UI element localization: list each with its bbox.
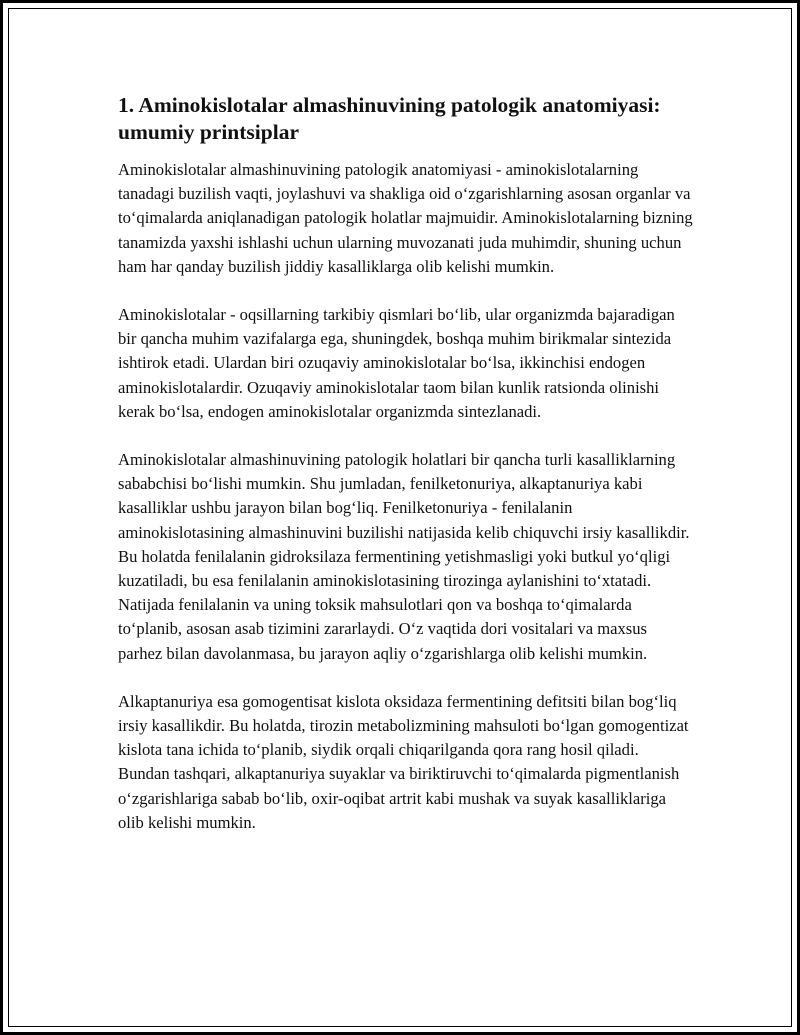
paragraph-2: Aminokislotalar - oqsillarning tarkibiy qismlari bo‘lib, ular organizmda bajaradigan bir qancha muhim vazifalarga ega, shuningdek, boshqa muhim birikmalar sintezida ishtirok etadi. Ulardan biri ozuqaviy aminokislotalar bo‘lsa, ikkinchisi endogen aminokislotalardir. Ozuqaviy aminokislotalar taom bilan kunlik ratsionda olinishi kerak bo‘lsa, endogen aminokislotalar organizmda sintezlanadi. (118, 305, 675, 421)
document-title: 1. Aminokislotalar almashinuvining patologik anatomiyasi: umumiy printsiplar (118, 93, 661, 144)
paragraph-1: Aminokislotalar almashinuvining patologik anatomiyasi - aminokislotalarning tanadagi buzilish vaqti, joylashuvi va shakliga oid o‘zgarishlarning asosan organlar va to‘qimalarda aniqlanadigan patologik holatlar majmuidir. Aminokislotalarning bizning tanamizda yaxshi ishlashi uchun ularning muvozanati juda muhimdir, shuning uchun ham har qanday buzilish jiddiy kasalliklarga olib kelishi mumkin. (118, 160, 693, 276)
document-body (118, 92, 693, 835)
paragraph-4: Alkaptanuriya esa gomogentisat kislota oksidaza fermentining defitsiti bilan bog‘liq irsiy kasallikdir. Bu holatda, tirozin metabolizmining mahsuloti bo‘lgan gomogentizat kislota tana ichida to‘planib, siydik orqali chiqarilganda qora rang hosil qiladi. Bundan tashqari, alkaptanuriya suyaklar va biriktiruvchi to‘qimalarda pigmentlanish o‘zgarishlariga sabab bo‘lib, oxir-oqibat artrit kabi mushak va suyak kasalliklariga olib kelishi mumkin. (118, 691, 689, 832)
paragraph-3: Aminokislotalar almashinuvining patologik holatlari bir qancha turli kasalliklarning sababchisi bo‘lishi mumkin. Shu jumladan, fenilketonuriya, alkaptanuriya kabi kasalliklar ushbu jarayon bilan bog‘liq. Fenilketonuriya - fenilalanin aminokislotasining almashinuvini buzilishi natijasida kelib chiquvchi irsiy kasallikdir. Bu holatda fenilalanin gidroksilaza fermentining yetishmasligi yoki butkul yo‘qligi kuzatiladi, bu esa fenilalanin aminokislotasining tirozinga aylanishini to‘xtatadi. Natijada fenilalanin va uning toksik mahsulotlari qon va boshqa to‘qimalarda to‘planib, asosan asab tizimini zararlaydi. O‘z vaqtida dori vositalari va maxsus parhez bilan davolanmasa, bu jarayon aqliy o‘zgarishlarga olib kelishi mumkin. (118, 450, 690, 663)
